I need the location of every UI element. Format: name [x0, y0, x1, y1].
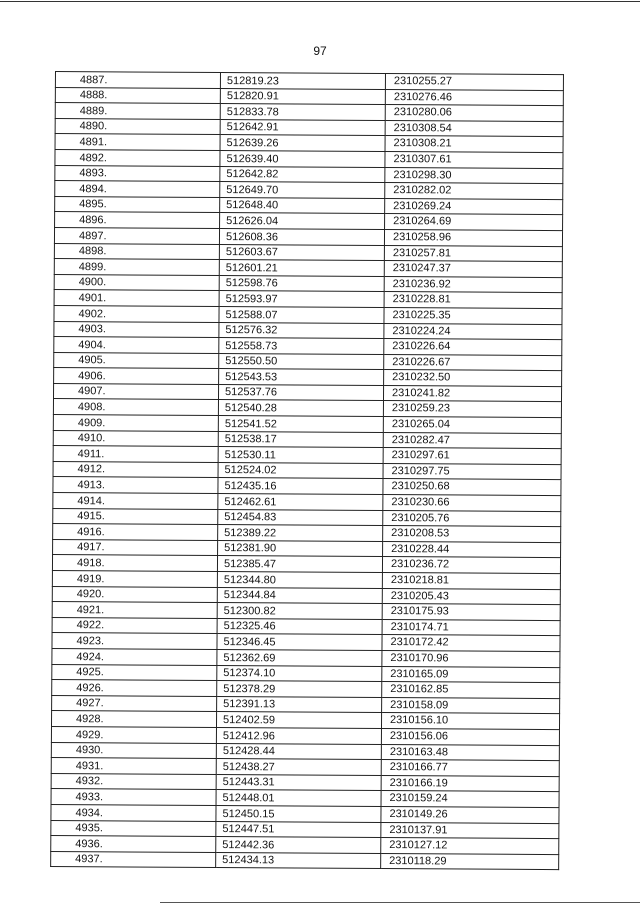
point-number-cell: 4901.: [54, 290, 219, 307]
x-coordinate-cell: 512344.80: [217, 572, 382, 589]
x-coordinate-cell: 512639.26: [220, 135, 385, 152]
y-coordinate-cell: 2310156.10: [381, 713, 559, 730]
x-coordinate-cell: 512576.32: [219, 322, 384, 339]
x-coordinate-cell: 512639.40: [220, 150, 385, 167]
point-number-cell: 4924.: [52, 648, 217, 665]
x-coordinate-cell: 512537.76: [218, 384, 383, 401]
point-number-cell: 4922.: [52, 617, 217, 634]
y-coordinate-cell: 2310228.44: [383, 541, 561, 558]
x-coordinate-cell: 512530.11: [218, 447, 383, 464]
point-number-cell: 4920.: [52, 586, 217, 603]
point-number-cell: 4912.: [53, 461, 218, 478]
y-coordinate-cell: 2310280.06: [385, 105, 563, 122]
y-coordinate-cell: 2310165.09: [382, 666, 560, 683]
y-coordinate-cell: 2310250.68: [383, 479, 561, 496]
x-coordinate-cell: 512820.91: [220, 88, 385, 105]
point-number-cell: 4891.: [55, 134, 220, 151]
y-coordinate-cell: 2310228.81: [384, 292, 562, 309]
y-coordinate-cell: 2310170.96: [382, 650, 560, 667]
y-coordinate-cell: 2310166.77: [381, 760, 559, 777]
x-coordinate-cell: 512391.13: [217, 696, 382, 713]
y-coordinate-cell: 2310298.30: [385, 167, 563, 184]
point-number-cell: 4907.: [53, 383, 218, 400]
x-coordinate-cell: 512362.69: [217, 649, 382, 666]
y-coordinate-cell: 2310255.27: [385, 74, 563, 91]
point-number-cell: 4932.: [51, 773, 216, 790]
point-number-cell: 4895.: [55, 196, 220, 213]
table-row: [51, 851, 559, 870]
x-coordinate-cell: 512603.67: [219, 244, 384, 261]
x-coordinate-cell: 512381.90: [218, 540, 383, 557]
x-coordinate-cell: 512540.28: [218, 400, 383, 417]
y-coordinate-cell: 2310297.75: [383, 463, 561, 480]
y-coordinate-cell: 2310118.29: [381, 853, 559, 870]
y-coordinate-cell: 2310205.43: [382, 588, 560, 605]
y-coordinate-cell: 2310137.91: [381, 822, 559, 839]
y-coordinate-cell: 2310282.47: [383, 432, 561, 449]
y-coordinate-cell: 2310269.24: [385, 198, 563, 215]
x-coordinate-cell: 512344.84: [217, 587, 382, 604]
x-coordinate-cell: 512593.97: [219, 291, 384, 308]
point-number-cell: 4931.: [51, 758, 216, 775]
y-coordinate-cell: 2310127.12: [381, 838, 559, 855]
y-coordinate-cell: 2310172.42: [382, 635, 560, 652]
x-coordinate-cell: 512325.46: [217, 618, 382, 635]
point-number-cell: 4911.: [53, 446, 218, 463]
point-number-cell: 4888.: [55, 87, 220, 104]
x-coordinate-cell: 512601.21: [219, 260, 384, 277]
point-number-cell: 4897.: [54, 227, 219, 244]
x-coordinate-cell: 512450.15: [216, 805, 381, 822]
point-number-cell: 4936.: [51, 836, 216, 853]
x-coordinate-cell: 512402.59: [216, 712, 381, 729]
y-coordinate-cell: 2310264.69: [385, 214, 563, 231]
y-coordinate-cell: 2310258.96: [384, 229, 562, 246]
point-number-cell: 4903.: [54, 321, 219, 338]
x-coordinate-cell: 512378.29: [217, 681, 382, 698]
point-number-cell: 4905.: [54, 352, 219, 369]
x-coordinate-cell: 512642.91: [220, 119, 385, 136]
point-number-cell: 4894.: [55, 181, 220, 198]
point-number-cell: 4908.: [53, 399, 218, 416]
x-coordinate-cell: 512608.36: [219, 228, 384, 245]
y-coordinate-cell: 2310226.67: [384, 354, 562, 371]
y-coordinate-cell: 2310232.50: [384, 370, 562, 387]
point-number-cell: 4923.: [52, 633, 217, 650]
x-coordinate-cell: 512598.76: [219, 275, 384, 292]
x-coordinate-cell: 512541.52: [218, 416, 383, 433]
coordinate-table: [50, 71, 564, 870]
x-coordinate-cell: 512543.53: [219, 369, 384, 386]
y-coordinate-cell: 2310226.64: [384, 339, 562, 356]
x-coordinate-cell: 512428.44: [216, 743, 381, 760]
point-number-cell: 4915.: [53, 508, 218, 525]
point-number-cell: 4913.: [53, 477, 218, 494]
point-number-cell: 4899.: [54, 259, 219, 276]
y-coordinate-cell: 2310241.82: [383, 385, 561, 402]
point-number-cell: 4887.: [55, 72, 220, 89]
x-coordinate-cell: 512300.82: [217, 603, 382, 620]
y-coordinate-cell: 2310257.81: [384, 245, 562, 262]
point-number-cell: 4921.: [52, 602, 217, 619]
y-coordinate-cell: 2310156.06: [381, 728, 559, 745]
point-number-cell: 4914.: [53, 493, 218, 510]
y-coordinate-cell: 2310308.54: [385, 120, 563, 137]
y-coordinate-cell: 2310149.26: [381, 806, 559, 823]
point-number-cell: 4929.: [51, 726, 216, 743]
x-coordinate-cell: 512389.22: [218, 525, 383, 542]
y-coordinate-cell: 2310162.85: [382, 682, 560, 699]
point-number-cell: 4902.: [54, 305, 219, 322]
x-coordinate-cell: 512588.07: [219, 306, 384, 323]
point-number-cell: 4900.: [54, 274, 219, 291]
y-coordinate-cell: 2310308.21: [385, 136, 563, 153]
x-coordinate-cell: 512346.45: [217, 634, 382, 651]
point-number-cell: 4917.: [53, 539, 218, 556]
point-number-cell: 4934.: [51, 804, 216, 821]
x-coordinate-cell: 512454.83: [218, 509, 383, 526]
point-number-cell: 4930.: [51, 742, 216, 759]
x-coordinate-cell: 512447.51: [216, 821, 381, 838]
y-coordinate-cell: 2310307.61: [385, 151, 563, 168]
point-number-cell: 4935.: [51, 820, 216, 837]
x-coordinate-cell: 512442.36: [216, 837, 381, 854]
x-coordinate-cell: 512434.13: [216, 852, 381, 869]
point-number-cell: 4892.: [55, 149, 220, 166]
point-number-cell: 4937.: [51, 851, 216, 868]
point-number-cell: 4889.: [55, 103, 220, 120]
x-coordinate-cell: 512819.23: [220, 73, 385, 90]
x-coordinate-cell: 512462.61: [218, 494, 383, 511]
x-coordinate-cell: 512550.50: [219, 353, 384, 370]
point-number-cell: 4919.: [52, 570, 217, 587]
table-body: [51, 72, 564, 870]
y-coordinate-cell: 2310163.48: [381, 744, 559, 761]
point-number-cell: 4910.: [53, 430, 218, 447]
x-coordinate-cell: 512438.27: [216, 759, 381, 776]
y-coordinate-cell: 2310175.93: [382, 604, 560, 621]
point-number-cell: 4909.: [53, 415, 218, 432]
y-coordinate-cell: 2310159.24: [381, 791, 559, 808]
point-number-cell: 4926.: [52, 680, 217, 697]
y-coordinate-cell: 2310247.37: [384, 261, 562, 278]
x-coordinate-cell: 512443.31: [216, 774, 381, 791]
y-coordinate-cell: 2310265.04: [383, 417, 561, 434]
y-coordinate-cell: 2310218.81: [382, 573, 560, 590]
point-number-cell: 4918.: [52, 555, 217, 572]
x-coordinate-cell: 512448.01: [216, 790, 381, 807]
point-number-cell: 4925.: [52, 664, 217, 681]
y-coordinate-cell: 2310205.76: [383, 510, 561, 527]
x-coordinate-cell: 512558.73: [219, 338, 384, 355]
y-coordinate-cell: 2310259.23: [383, 401, 561, 418]
y-coordinate-cell: 2310276.46: [385, 89, 563, 106]
x-coordinate-cell: 512649.70: [220, 182, 385, 199]
y-coordinate-cell: 2310224.24: [384, 323, 562, 340]
scan-edge-bottom: [160, 902, 640, 903]
y-coordinate-cell: 2310158.09: [382, 697, 560, 714]
point-number-cell: 4916.: [53, 524, 218, 541]
x-coordinate-cell: 512524.02: [218, 462, 383, 479]
x-coordinate-cell: 512435.16: [218, 478, 383, 495]
point-number-cell: 4927.: [52, 695, 217, 712]
x-coordinate-cell: 512833.78: [220, 104, 385, 121]
y-coordinate-cell: 2310236.92: [384, 276, 562, 293]
x-coordinate-cell: 512412.96: [216, 727, 381, 744]
point-number-cell: 4906.: [54, 368, 219, 385]
point-number-cell: 4890.: [55, 118, 220, 135]
y-coordinate-cell: 2310236.72: [382, 557, 560, 574]
point-number-cell: 4893.: [55, 165, 220, 182]
scan-edge-top: [0, 1, 640, 2]
point-number-cell: 4904.: [54, 337, 219, 354]
y-coordinate-cell: 2310166.19: [381, 775, 559, 792]
x-coordinate-cell: 512626.04: [220, 213, 385, 230]
point-number-cell: 4898.: [54, 243, 219, 260]
x-coordinate-cell: 512374.10: [217, 665, 382, 682]
point-number-cell: 4933.: [51, 789, 216, 806]
y-coordinate-cell: 2310225.35: [384, 307, 562, 324]
y-coordinate-cell: 2310208.53: [383, 526, 561, 543]
y-coordinate-cell: 2310174.71: [382, 619, 560, 636]
page-number: 97: [313, 44, 327, 58]
point-number-cell: 4896.: [55, 212, 220, 229]
x-coordinate-cell: 512385.47: [217, 556, 382, 573]
y-coordinate-cell: 2310282.02: [385, 183, 563, 200]
x-coordinate-cell: 512538.17: [218, 431, 383, 448]
y-coordinate-cell: 2310297.61: [383, 448, 561, 465]
x-coordinate-cell: 512648.40: [220, 197, 385, 214]
point-number-cell: 4928.: [51, 711, 216, 728]
y-coordinate-cell: 2310230.66: [383, 495, 561, 512]
x-coordinate-cell: 512642.82: [220, 166, 385, 183]
